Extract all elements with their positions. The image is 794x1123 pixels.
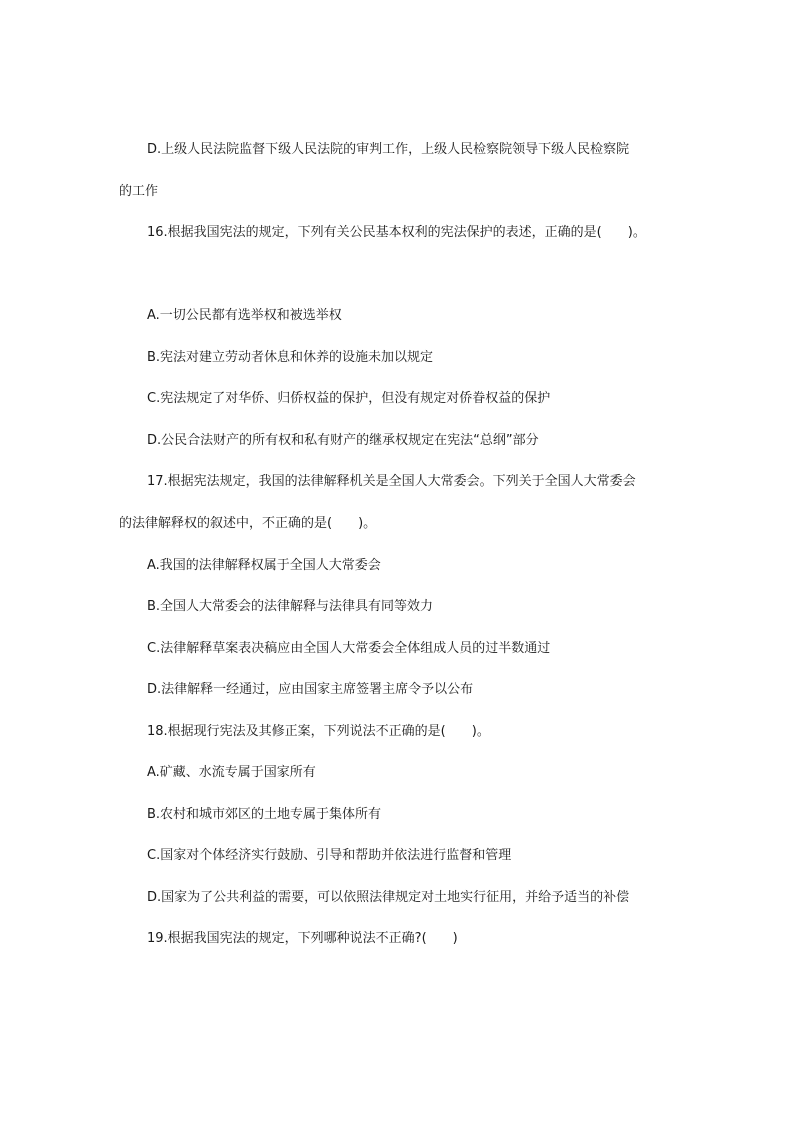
question-17-line-1: 17.根据宪法规定，我国的法律解释机关是全国人大常委会。下列关于全国人大常委会: [147, 474, 636, 489]
question-16-option-a: A.一切公民都有选举权和被选举权: [147, 308, 342, 323]
option-d-line-2: 的工作: [119, 184, 159, 199]
question-16-option-d: D.公民合法财产的所有权和私有财产的继承权规定在宪法“总纲”部分: [147, 433, 539, 448]
question-18: 18.根据现行宪法及其修正案，下列说法不正确的是( )。: [147, 724, 490, 739]
question-16-option-b: B.宪法对建立劳动者休息和休养的设施未加以规定: [147, 350, 434, 365]
question-17-option-a: A.我国的法律解释权属于全国人大常委会: [147, 558, 381, 573]
question-18-option-b: B.农村和城市郊区的土地专属于集体所有: [147, 807, 382, 822]
question-17-option-c: C.法律解释草案表决稿应由全国人大常委会全体组成人员的过半数通过: [147, 641, 551, 656]
question-18-option-c: C.国家对个体经济实行鼓励、引导和帮助并依法进行监督和管理: [147, 848, 512, 863]
question-16: 16.根据我国宪法的规定，下列有关公民基本权利的宪法保护的表述，正确的是( )。: [147, 225, 646, 240]
question-17-option-d: D.法律解释一经通过，应由国家主席签署主席令予以公布: [147, 682, 474, 697]
question-18-option-a: A.矿藏、水流专属于国家所有: [147, 765, 316, 780]
question-18-option-d: D.国家为了公共利益的需要，可以依照法律规定对土地实行征用，并给予适当的补偿: [147, 890, 630, 905]
question-17-option-b: B.全国人大常委会的法律解释与法律具有同等效力: [147, 599, 434, 614]
question-19: 19.根据我国宪法的规定，下列哪种说法不正确?( ): [147, 931, 458, 946]
question-16-option-c: C.宪法规定了对华侨、归侨权益的保护，但没有规定对侨眷权益的保护: [147, 391, 551, 406]
question-17-line-2: 的法律解释权的叙述中，不正确的是( )。: [119, 516, 377, 531]
option-d-line-1: D.上级人民法院监督下级人民法院的审判工作，上级人民检察院领导下级人民检察院: [147, 142, 630, 157]
